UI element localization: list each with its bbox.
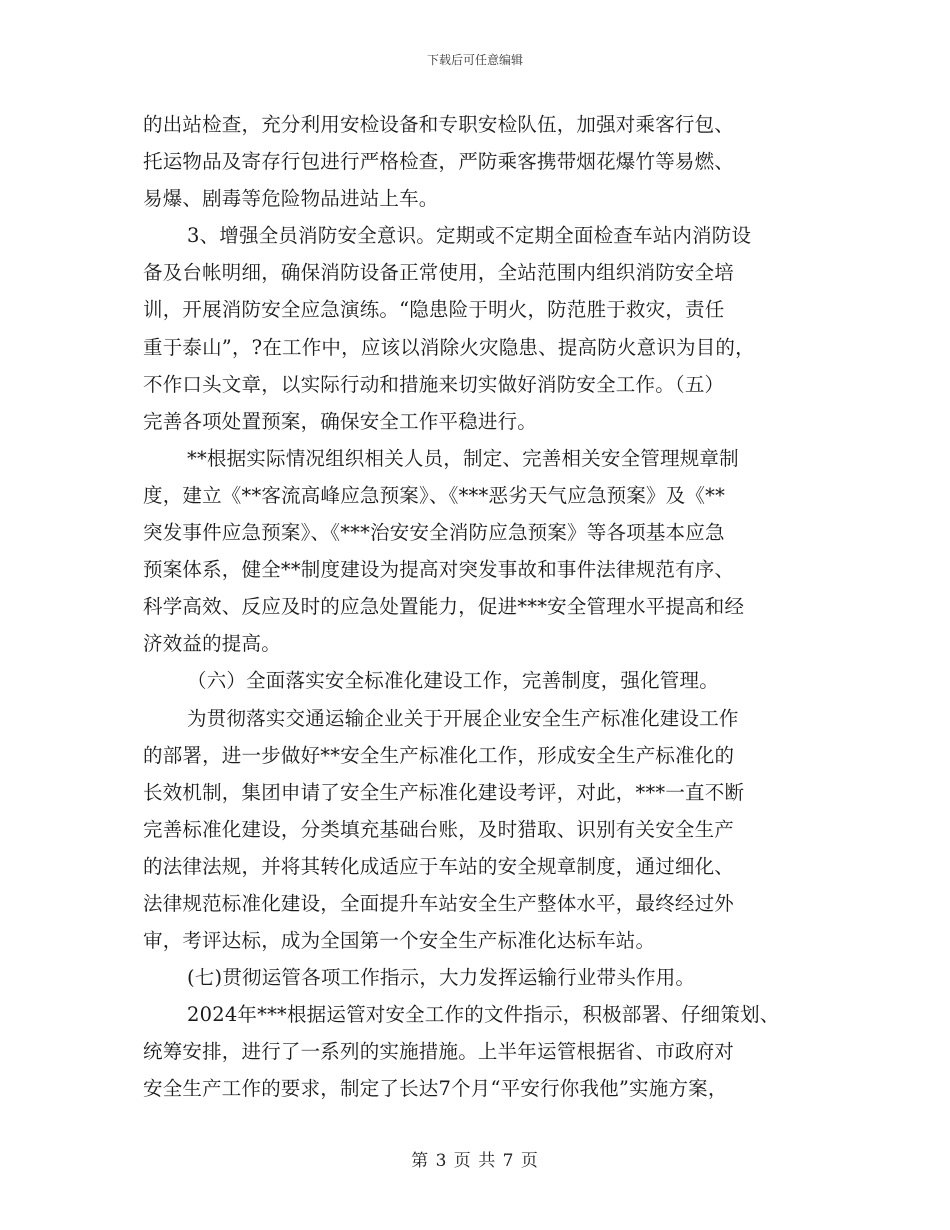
text-line: 托运物品及寄存行包进行严格检查，严防乘客携带烟花爆竹等易燃、 — [143, 150, 735, 174]
text-line: 训，开展消防安全应急演练。“隐患险于明火，防范胜于救灾，责任 — [143, 298, 725, 322]
text-line: 的部署，进一步做好**安全生产标准化工作，形成安全生产标准化的 — [143, 743, 735, 767]
text-line: 统筹安排，进行了一系列的实施措施。上半年运管根据省、市政府对 — [143, 1040, 735, 1064]
text-line: 重于泰山”，?在工作中，应该以消除火灾隐患、提高防火意识为目的， — [143, 335, 755, 359]
text-line: 安全生产工作的要求，制定了长达7个月“平安行你我他”实施方案， — [143, 1077, 728, 1101]
text-line: 完善标准化建设，分类填充基础台账，及时猎取、识别有关安全生产 — [143, 817, 735, 841]
text-line: 为贯彻落实交通运输企业关于开展企业安全生产标准化建设工作 — [187, 706, 739, 730]
text-line: 的法律法规，并将其转化成适应于车站的安全规章制度，通过细化、 — [143, 854, 735, 878]
text-line: 3、增强全员消防安全意识。定期或不定期全面检查车站内消防设 — [187, 224, 752, 248]
text-line: 长效机制，集团申请了安全生产标准化建设考评，对此，***一直不断 — [143, 780, 745, 804]
text-line: 的出站检查，充分利用安检设备和专职安检队伍，加强对乘客行包、 — [143, 113, 735, 136]
text-line: 2024年***根据运管对安全工作的文件指示，积极部署、仔细策划、 — [187, 1003, 780, 1027]
text-line: 预案体系，健全**制度建设为提高对突发事故和事件法律规范有序、 — [143, 558, 735, 582]
text-line: （六）全面落实安全标准化建设工作，完善制度，强化管理。 — [187, 669, 719, 693]
text-line: 完善各项处置预案，确保安全工作平稳进行。 — [143, 409, 538, 433]
text-line: 法律规范标准化建设，全面提升车站安全生产整体水平，最终经过外 — [143, 891, 735, 915]
header-note: 下载后可任意编辑 — [426, 53, 523, 67]
page-number-footer: 第 3 页 共 7 页 — [411, 1151, 539, 1171]
text-line: 科学高效、反应及时的应急处置能力，促进***安全管理水平提高和经 — [143, 595, 745, 619]
text-line: 不作口头文章，以实际行动和措施来切实做好消防安全工作。（五） — [143, 372, 725, 396]
text-line: 审，考评达标，成为全国第一个安全生产标准化达标车站。 — [143, 929, 656, 953]
text-line: 济效益的提高。 — [143, 632, 281, 656]
text-line: 度，建立《**客流高峰应急预案》、《***恶劣天气应急预案》及《** — [143, 483, 726, 507]
text-line: **根据实际情况组织相关人员，制定、完善相关安全管理规章制 — [187, 446, 739, 470]
document-body — [143, 106, 843, 1108]
text-line: 易爆、剧毒等危险物品进站上车。 — [143, 187, 439, 211]
text-line: 突发事件应急预案》、《***治安安全消防应急预案》等各项基本应急 — [143, 521, 725, 545]
text-line: (七)贯彻运管各项工作指示，大力发挥运输行业带头作用。 — [187, 966, 696, 990]
text-line: 备及台帐明细，确保消防设备正常使用，全站范围内组织消防安全培 — [143, 261, 735, 285]
